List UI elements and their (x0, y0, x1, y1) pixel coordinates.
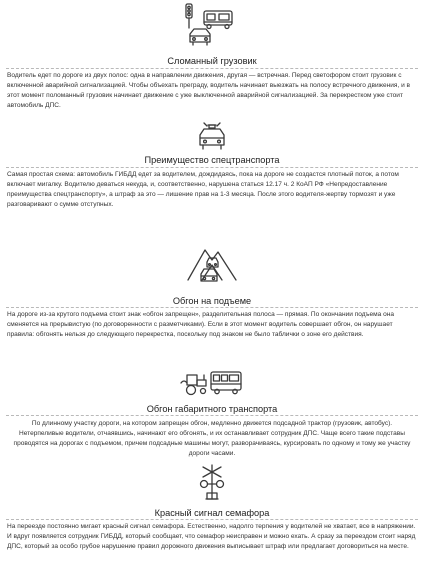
tractor-and-bus-icon (0, 367, 424, 401)
section-paragraph: На дороге из-за крутого подъема стоит знак «обгон запрещен», разделительная полоса — прямая. По окончании подъема она сменяется на прерывистую (по договоренности с разметчиками). Если в этот момент водитель совершает обгон, он нарушает правила: обгонять нельзя до следующего перекрестка, поскольку под знаком не было таблички о зоне его действия. (7, 311, 395, 338)
divider (6, 167, 418, 168)
divider (6, 68, 418, 69)
divider (6, 415, 418, 416)
divider (6, 519, 418, 520)
section-title: Сломанный грузовик (167, 56, 257, 66)
special-vehicle-siren-icon (0, 119, 424, 153)
section-title: Преимущество спецтранспорта (144, 155, 280, 165)
railroad-crossing-semaphore-icon (0, 463, 424, 503)
truck-at-traffic-light-icon (0, 2, 424, 50)
section-title: Обгон на подъеме (172, 296, 252, 306)
section-paragraph: Самая простая схема: автомобиль ГИБДД едет за водителем, дождидаясь, пока на дороге не создастся плотный поток, а потом включает мигалку. Водителю деваться некуда, и, соответственно, нарушена статься 12.17 ч. 2 КоАП РФ «Непредоставление преимущества спецтранспорту», а штраф за это — лишение прав на 1-3 месяца. После этого водителя-жертву тормозят и уже разговаривают о сумме отступных. (7, 171, 399, 208)
section-paragraph: По длинному участку дороги, на котором запрещен обгон, медленно движется подсадной трактор (грузовик, автобус). Нетерпеливые водители, отчаявшись, начинают его обгонять, и их останавливает сотрудник ДПС. Чаще всего такие подставы проводятся на дорогах с подъемом, причем подсадные машины могут, разворачиваясь, курсировать по одному и тому же участку дороги часами. (13, 420, 411, 457)
section-title: Красный сигнал семафора (154, 508, 270, 518)
divider (6, 307, 418, 308)
section-title: Обгон габаритного транспорта (146, 404, 278, 414)
section-paragraph: На переезде постоянно мигает красный сигнал семафора. Естественно, надолго терпения у водителей не хватает, все в напряжении. И вдруг появляется сотрудник ГИБДД, который сообщает, что семафор неисправен и можно ехать. А сразу за переездом стоит наряд ДПС, который за особо грубое нарушение правил дорожного движения выписывает штраф или предлагает договориться на месте. (7, 523, 416, 550)
cars-on-mountain-road-icon (0, 240, 424, 288)
section-paragraph: Водитель едет по дороге из двух полос: одна в направлении движения, другая — встречная. Перед светофором стоит грузовик с включенной аварийной сигнализацией. Чтобы объехать преграду, водитель начинает выезжать на полосу встречного движения, и в этот момент поломанный грузовик начинает движение с уже выключенной аварийной сигнализацией. За перекрестком уже стоит автомобиль ДПС. (7, 72, 411, 109)
